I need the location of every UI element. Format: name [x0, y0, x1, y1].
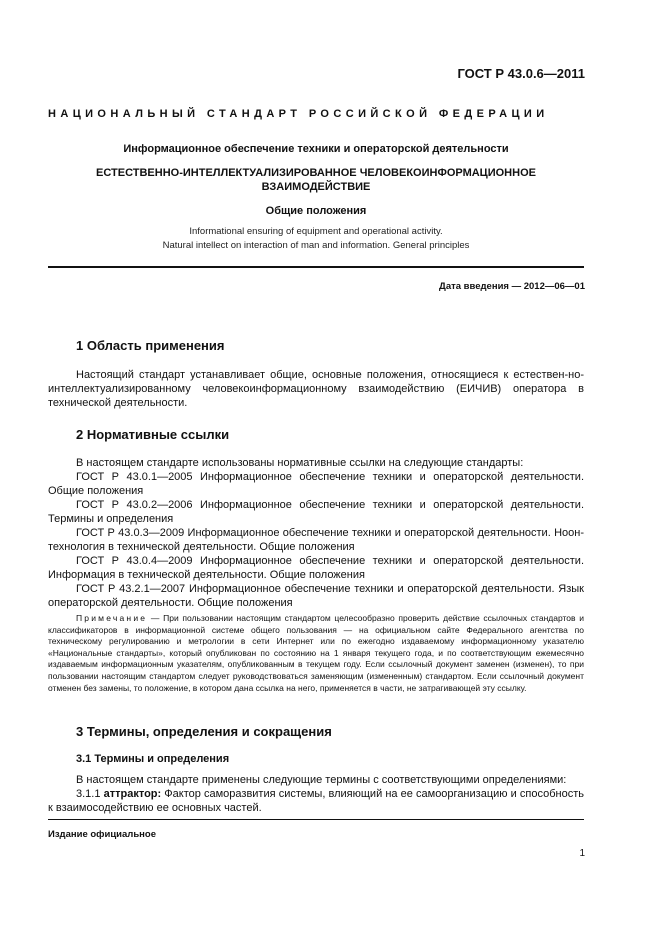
title-english-line1: Informational ensuring of equipment and operational activity.	[189, 226, 443, 237]
reference-text: ГОСТ Р 43.0.3—2009 Информационное обеспечение техники и операторской деятельности. Ноон-технология в технической деятельности. Общие положения	[48, 527, 584, 553]
introduction-date: Дата введения — 2012—06—01	[439, 281, 585, 292]
section-2-note	[48, 613, 584, 694]
reference-text: ГОСТ Р 43.2.1—2007 Информационное обеспечение техники и операторской деятельности. Язык операторской деятельности. Общие положения	[48, 583, 584, 609]
title-english	[48, 225, 584, 253]
section-1-heading: 1 Область применения	[76, 338, 225, 353]
reference-item	[48, 554, 584, 582]
title-main-line1: ЕСТЕСТВЕННО-ИНТЕЛЛЕКТУАЛИЗИРОВАННОЕ ЧЕЛОВЕКОИНФОРМАЦИОННОЕ	[96, 167, 536, 179]
note-label: Примечание	[76, 613, 148, 623]
edition-label: Издание официальное	[48, 829, 156, 840]
title-divider	[48, 266, 584, 268]
term-number: 3.1.1	[76, 788, 101, 800]
title-main-line2: ВЗАИМОДЕЙСТВИЕ	[261, 181, 371, 193]
note-text: — При пользовании настоящим стандартом целесообразно проверить действие ссылочных стандартов и классификаторов в информационной системе общего пользования — на официальном сайте Федерального агентства по техническому регулированию и метрологии в сети Интернет или по ежегодно издаваемому информационному указателю «Национальные стандарты», который опубликован по состоянию на 1 января текущего года, и по соответствующим ежемесячно издаваемым информационным указателям, опубликованным в текущем году. Если ссылочный документ заменен (изменен), то при пользовании настоящим стандартом следует руководствоваться заменяющим (измененным) стандартом. Если ссылочный документ отменен без замены, то положение, в котором дана ссылка на него, применяется в части, не затрагивающей эту ссылку.	[48, 613, 584, 693]
section-3-lead	[48, 773, 584, 787]
term-definition	[48, 787, 584, 815]
section-2-lead	[48, 456, 584, 470]
title-main	[48, 166, 584, 194]
standard-code: ГОСТ Р 43.0.6—2011	[457, 66, 585, 81]
title-series: Информационное обеспечение техники и операторской деятельности	[123, 143, 509, 155]
section-3-heading: 3 Термины, определения и сокращения	[76, 724, 332, 739]
term-name: аттрактор:	[103, 788, 162, 800]
reference-item	[48, 470, 584, 498]
section-2-lead-text: В настоящем стандарте использованы нормативные ссылки на следующие стандарты:	[76, 457, 524, 469]
reference-text: ГОСТ Р 43.0.1—2005 Информационное обеспечение техники и операторской деятельности. Общие положения	[48, 471, 584, 497]
footer-divider	[48, 819, 584, 820]
reference-item	[48, 526, 584, 554]
section-3-1-heading: 3.1 Термины и определения	[76, 753, 230, 765]
national-standard-banner: НАЦИОНАЛЬНЫЙ СТАНДАРТ РОССИЙСКОЙ ФЕДЕРАЦИИ	[48, 108, 549, 120]
reference-item	[48, 582, 584, 610]
title-subtitle: Общие положения	[265, 205, 367, 217]
reference-item	[48, 498, 584, 526]
title-english-line2: Natural intellect on interaction of man and information. General principles	[162, 240, 470, 251]
section-1-text-body: Настоящий стандарт устанавливает общие, основные положения, относящиеся к естествен-но-интеллектуализированному человекоинформационному взаимодействию (ЕИЧИВ) оператора в технической деятельности.	[48, 369, 584, 409]
section-3-lead-text: В настоящем стандарте применены следующие термины с соответствующими определениями:	[76, 774, 567, 786]
term-text: Фактор саморазвития системы, влияющий на ее самоорганизацию и способность к взаимосодействию ее основных частей.	[48, 788, 584, 814]
section-1-text	[48, 368, 584, 410]
page-number: 1	[579, 848, 585, 859]
reference-text: ГОСТ Р 43.0.4—2009 Информационное обеспечение техники и операторской деятельности. Информация в технической деятельности. Общие положения	[48, 555, 584, 581]
section-2-heading: 2 Нормативные ссылки	[76, 427, 230, 442]
reference-text: ГОСТ Р 43.0.2—2006 Информационное обеспечение техники и операторской деятельности. Термины и определения	[48, 499, 584, 525]
